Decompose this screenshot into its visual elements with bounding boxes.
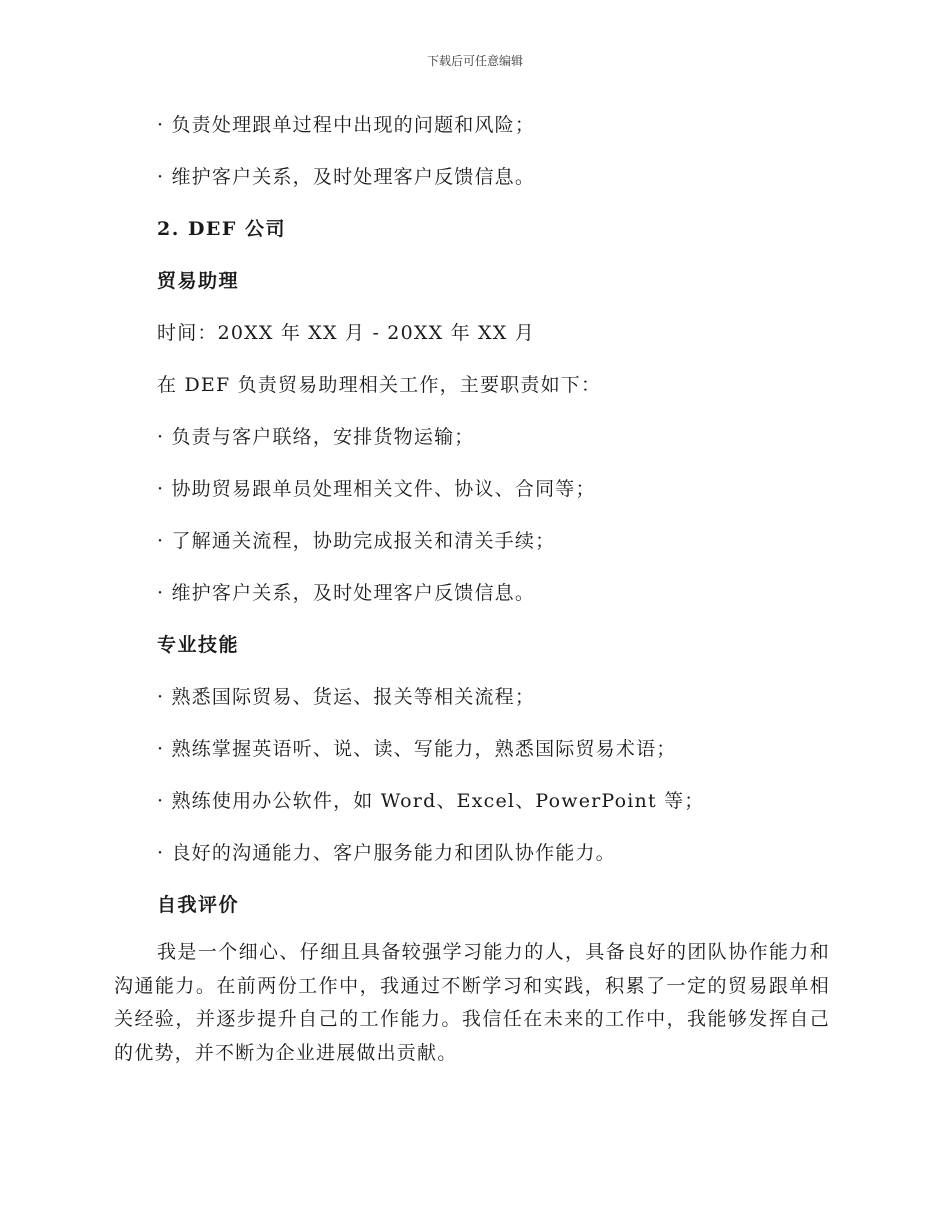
company-heading: 2. DEF 公司 [157, 218, 287, 240]
bullet-item: · 负责处理跟单过程中出现的问题和风险； [157, 114, 536, 136]
duty-item: · 维护客户关系，及时处理客户反馈信息。 [157, 582, 536, 604]
skill-item: · 熟练掌握英语听、说、读、写能力，熟悉国际贸易术语； [157, 738, 677, 760]
resume-body [157, 112, 837, 944]
skill-item: · 熟悉国际贸易、货运、报关等相关流程； [157, 686, 536, 708]
intro-line: 在 DEF 负责贸易助理相关工作，主要职责如下： [157, 374, 602, 396]
duty-item: · 了解通关流程，协助完成报关和清关手续； [157, 530, 556, 552]
duty-item: · 负责与客户联络，安排货物运输； [157, 426, 475, 448]
skill-item: · 良好的沟通能力、客户服务能力和团队协作能力。 [157, 842, 616, 864]
time-line: 时间：20XX 年 XX 月 - 20XX 年 XX 月 [157, 322, 535, 344]
skills-heading: 专业技能 [157, 634, 240, 656]
duty-item: · 协助贸易跟单员处理相关文件、协议、合同等； [157, 478, 596, 500]
self-eval-heading: 自我评价 [157, 894, 240, 916]
bullet-item: · 维护客户关系，及时处理客户反馈信息。 [157, 166, 536, 188]
self-eval-paragraph: 我是一个细心、仔细且具备较强学习能力的人，具备良好的团队协作能力和沟通能力。在前两份工作中，我通过不断学习和实践，积累了一定的贸易跟单相关经验，并逐步提升自己的工作能力。我信任在未来的工作中，我能够发挥自己的优势，并不断为企业进展做出贡献。 [114, 941, 830, 1064]
position-title: 贸易助理 [157, 270, 240, 292]
page-header-note: 下载后可任意编辑 [426, 54, 523, 68]
skill-item: · 熟练使用办公软件，如 Word、Excel、PowerPoint 等； [157, 790, 705, 812]
